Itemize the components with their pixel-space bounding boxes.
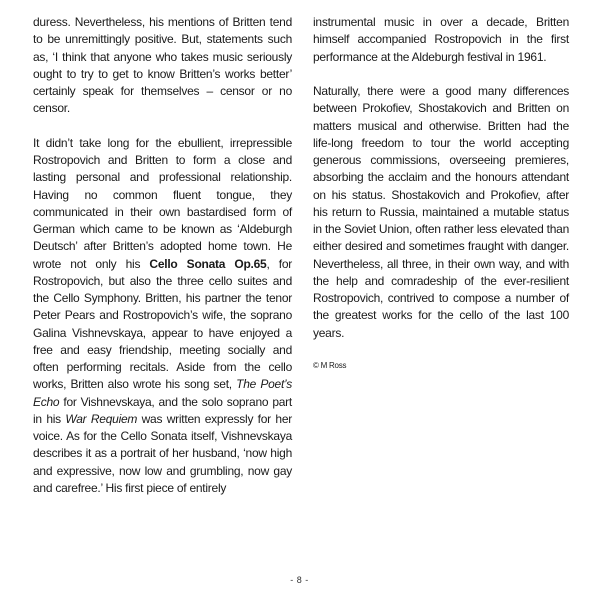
- paragraph-text: for Vishnevskaya, and the solo soprano part in his: [33, 394, 292, 426]
- paragraph-censorship: duress. Nevertheless, his mentions of Britten tend to be unremittingly positive. But, statements such as, ‘I think that anyone who takes music seriously ought to try to get to know Britten’s works better’ certainly speak for themselves – censor or no censor.: [33, 15, 292, 116]
- work-title-war-requiem: War Requiem: [65, 411, 138, 426]
- paragraph-text: was written expressly for her voice. As for the Cello Sonata itself, Vishnevskaya describes it as a portrait of her husband, ‘now high and expressive, now low and grumbling, now gay and carefree.’ His first piece of entirely: [33, 411, 292, 495]
- paragraph-relationship: [33, 135, 292, 497]
- paragraph-text: It didn’t take long for the ebullient, irrepressible Rostropovich and Britten to form a close and lasting personal and professional relationship. Having no common fluent tongue, they communicated in their own bastardised form of German which came to be known as ‘Aldeburgh Deutsch’ after Britten’s adopted home town. He wrote not only his: [33, 135, 292, 271]
- work-title-poets-echo: The Poet’s Echo: [33, 377, 293, 409]
- work-title-cello-sonata: Cello Sonata Op.65: [149, 256, 267, 271]
- page-number: - 8 -: [290, 575, 309, 585]
- right-text-column: [313, 14, 569, 371]
- left-text-column: [33, 14, 292, 497]
- paragraph-first-performance: instrumental music in over a decade, Britten himself accompanied Rostropovich in the first performance at the Aldeburgh festival in 1961.: [313, 15, 569, 64]
- copyright-notice: © M Ross: [313, 360, 347, 370]
- paragraph-differences: Naturally, there were a good many differences between Prokofiev, Shostakovich and Britten on matters musical and otherwise. Britten had the life-long freedom to tour the world accepting generous commissions, overseeing premieres, absorbing the acclaim and the honours attendant on his status. Shostakovich and Prokofiev, after his return to Russia, maintained a mutable status in the Soviet Union, often rather less elevated than either desired and sometimes fraught with danger. Nevertheless, all three, in their own way, and with the help and comradeship of the ever-resilient Rostropovich, contrived to compose a number of the greatest works for the cello of the last 100 years.: [313, 84, 569, 340]
- paragraph-text: , for Rostropovich, but also the three cello suites and the Cello Symphony. Britten, his partner the tenor Peter Pears and Rostropovich’s wife, the soprano Galina Vishnevskaya, appear to have enjoyed a free and easy friendship, meeting socially and often performing recitals. Aside from the cello works, Britten also wrote his song set,: [33, 256, 293, 392]
